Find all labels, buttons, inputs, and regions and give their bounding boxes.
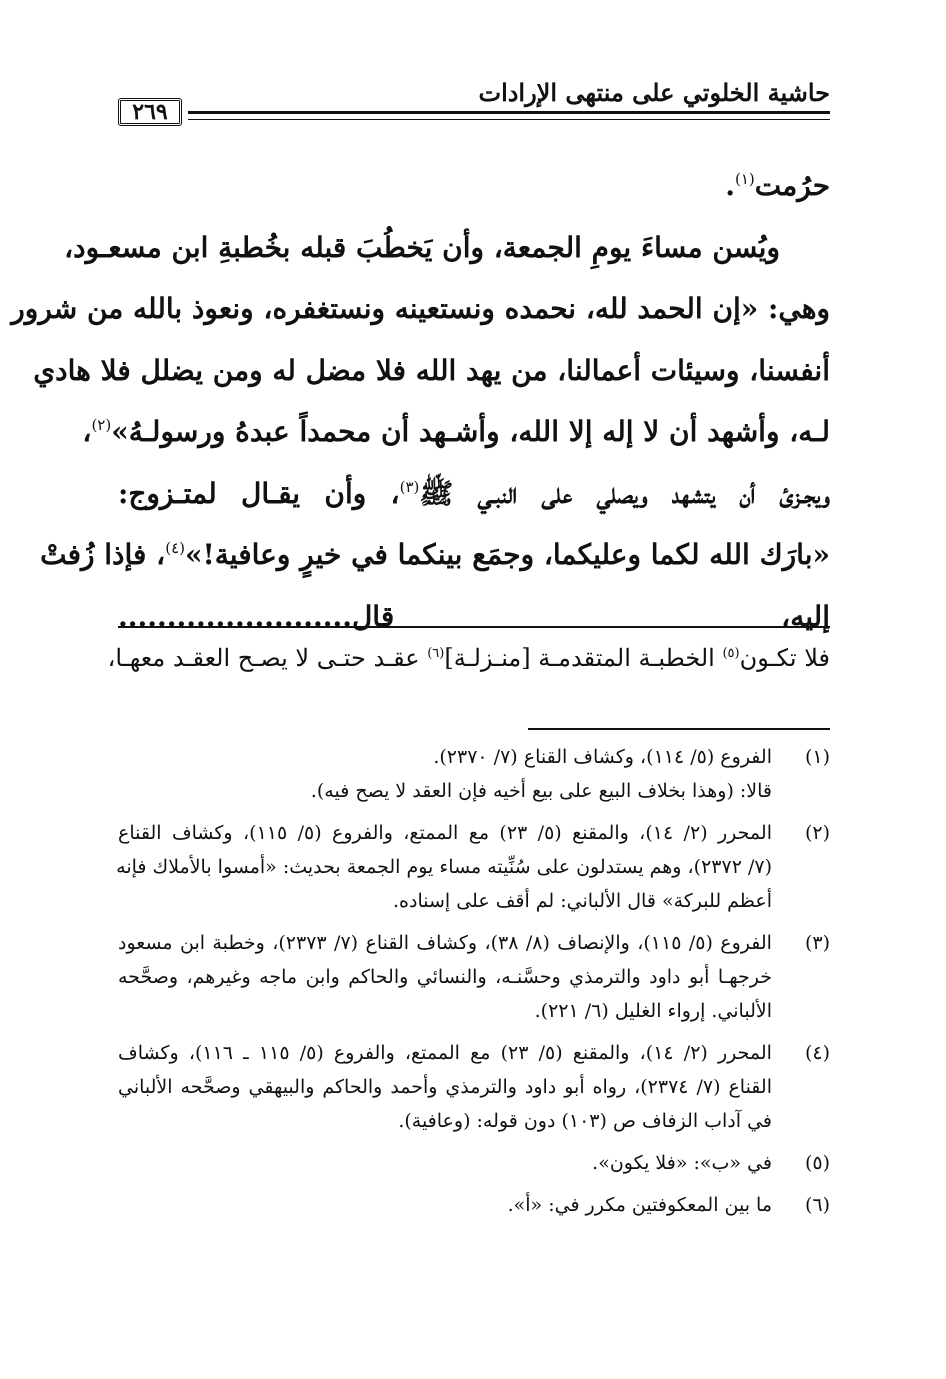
footnote-line: قالا: (وهذا بخلاف البيع على بيع أخيه فإن العقد لا يصح فيه).: [310, 780, 772, 802]
footnote: [118, 926, 830, 1028]
footnote-ref: (٢): [91, 416, 112, 434]
footnote-line: (٧/ ٢٣٧٢)، وهم يستدلون على سُنِّيته مساء يوم الجمعة بحديث: «أمسوا بالأملاك فإنه: [116, 856, 772, 878]
main-text: [11, 155, 830, 647]
main-line: وهي: «إن الحمد لله، نحمده ونستعينه ونستغفره، ونعوذ بالله من شرور: [11, 292, 830, 325]
page-number: ٢٦٩: [118, 98, 182, 126]
footnote-line: خرجهـا أبو داود والترمذي وحسَّنـه، والنسائي والحاكم وابن ماجه وغيرهم، وصحَّحه: [118, 966, 772, 988]
footnote-line: أعظم للبركة» قال الألباني: لم أقف على إسناده.: [392, 890, 772, 912]
footnotes: [118, 740, 830, 1230]
main-line: حرُمت$^{(١)}$.: [725, 169, 830, 202]
footnote-number: (٣): [804, 932, 830, 954]
footnote-number: (٥): [804, 1152, 830, 1174]
footnote: [118, 1036, 830, 1138]
footnote-rule: [528, 728, 830, 730]
footnote-ref: (٤): [165, 539, 185, 557]
footnote-ref: (٥): [722, 646, 740, 661]
footnote-number: (٤): [804, 1042, 830, 1064]
ellipsis-dots: ........................: [118, 599, 352, 633]
footnote-line: ما بين المعكوفتين مكرر في: «أ».: [507, 1194, 772, 1216]
footnote-line: الفروع (٥/ ١١٥)، والإنصاف (٨/ ٣٨)، وكشاف القناع (٧/ ٢٣٧٣)، وخطبة ابن مسعود: [118, 932, 772, 954]
main-line: لـه، وأشهد أن لا إله إلا الله، وأشـهد أن محمداً عبدهُ ورسولـهُ»$^{(٢)}$،: [82, 415, 830, 448]
footnote-number: (٦): [804, 1194, 830, 1216]
footnote-ref: (١): [734, 170, 755, 188]
commentary-rule: [118, 626, 830, 628]
footnote-line: في «ب»: «فلا يكون».: [592, 1152, 772, 1174]
main-line: أنفسنا، وسيئات أعمالنا، من يهد الله فلا مضل له ومن يضلل فلا هادي: [33, 353, 830, 387]
main-line: ويُسن مساءَ يومِ الجمعة، وأن يَخطُبَ قبله بخُطبةِ ابن مسعـود،: [64, 230, 780, 264]
footnote-line: المحرر (٢/ ١٤)، والمقنع (٥/ ٢٣) مع الممتع، والفروع (٥/ ١١٥ ـ ١١٦)، وكشاف: [118, 1042, 772, 1064]
footnote-ref: (٣): [399, 477, 420, 496]
footnote-ref: (٦): [427, 646, 445, 661]
header-rule: [188, 111, 830, 120]
footnote-line: المحرر (٢/ ١٤)، والمقنع (٥/ ٢٣) مع الممتع، والفروع (٥/ ١١٥)، وكشاف القناع: [118, 822, 772, 844]
footnote-number: (١): [804, 746, 830, 768]
running-header: [118, 78, 830, 132]
footnote: [118, 816, 830, 918]
footnote-line: الألباني. إرواء الغليل (٦/ ٢٢١).: [534, 1000, 772, 1022]
commentary-text: فلا تكـون$^{(٥)}$ الخطبـة المتقدمـة [منـزلـة]$^{(٦)}$ عقـد حتـى لا يصـح العقـد معهـا،: [107, 644, 830, 672]
main-line: إليه، قال........................: [118, 599, 830, 633]
footnote-line: القناع (٧/ ٢٣٧٤)، رواه أبو داود والترمذي وأحمد والحاكم والبيهقي وصحَّحه الألباني: [118, 1076, 772, 1098]
footnote-line: الفروع (٥/ ١١٤)، وكشاف القناع (٧/ ٢٣٧٠).: [433, 746, 772, 768]
footnote-line: في آداب الزفاف ص (١٠٣) دون قوله: (وعافية).: [398, 1110, 772, 1132]
header-title: حاشية الخلوتي على منتهى الإرادات: [478, 78, 830, 107]
footnote: [118, 740, 830, 808]
main-line: ويجـزئ أن يتشهد ويصلي على النبـي ﷺ$^{(٣)}$، وأن يقـال لمتـزوج:: [118, 476, 830, 510]
main-line: «بارَك الله لكما وعليكما، وجمَع بينكما في خيرٍ وعافية!»$^{(٤)}$، فإذا زُفتْ: [40, 538, 830, 571]
footnote: [118, 1146, 830, 1180]
footnote-number: (٢): [804, 822, 830, 844]
footnote: [118, 1188, 830, 1222]
